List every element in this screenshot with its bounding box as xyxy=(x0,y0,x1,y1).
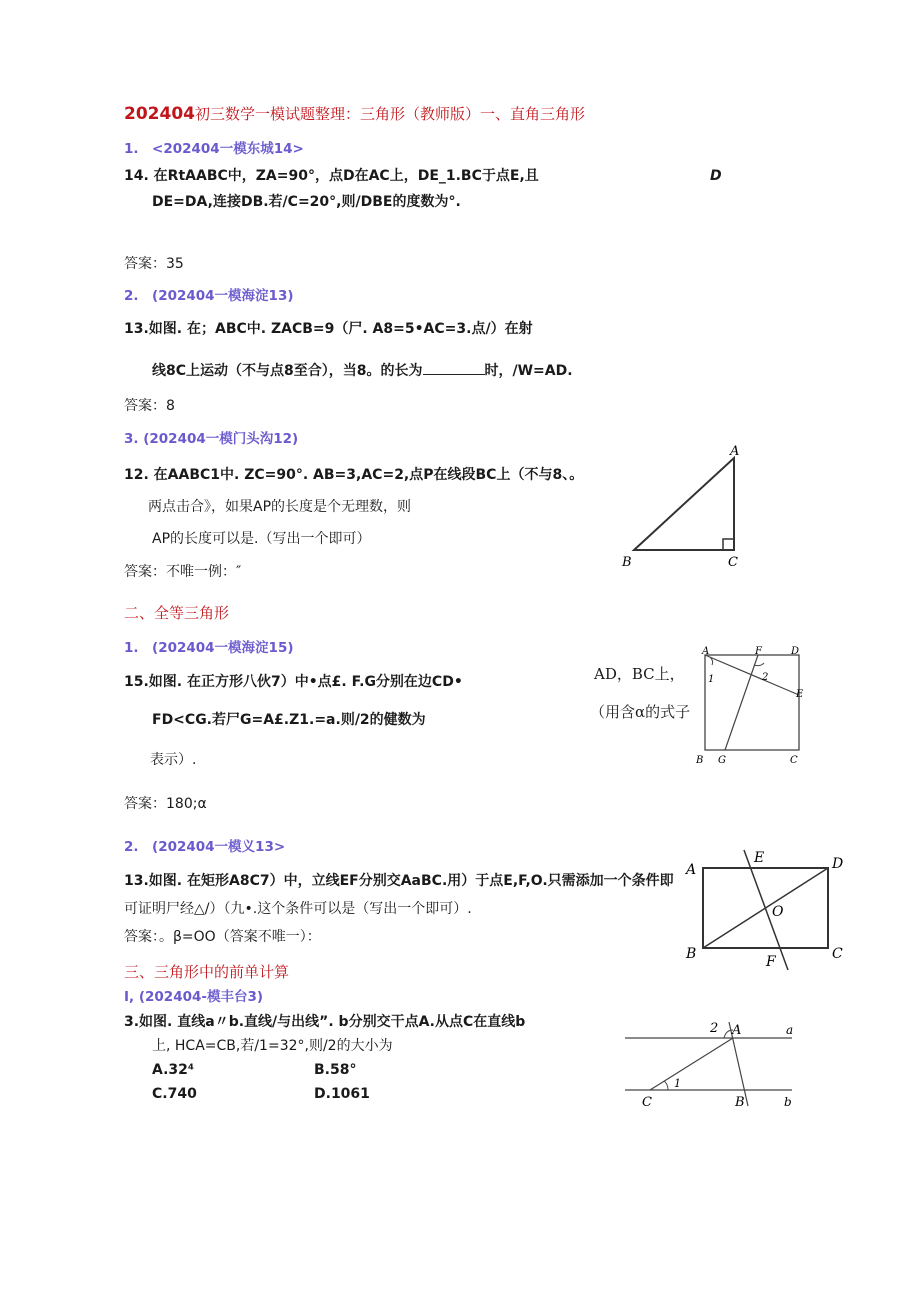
q1-line2: DE=DA,连接DB.若/C=20°,则/DBE的度数为°. xyxy=(152,194,461,210)
q1-line1: 14. 在RtAABC中，ZA=90°，点D在AC上，DE_1.BC于点E,且 xyxy=(124,168,539,184)
q5-line2: 可证明尸经△/）（九•.这个条件可以是（写出一个即可）. xyxy=(124,901,472,917)
right-angle-mark xyxy=(723,539,734,550)
q1-answer: 答案：35 xyxy=(124,256,184,272)
label-e: E xyxy=(796,689,804,700)
label-line-a: a xyxy=(786,1023,794,1037)
section-2-heading: 二、全等三角形 xyxy=(124,604,230,622)
q3-line1: 12. 在AABC1中. ZC=90°. AB=3,AC=2,点P在线段BC上（不与8、。 xyxy=(124,467,584,483)
label-2: 2 xyxy=(710,1021,719,1036)
q6-option-d: D.1061 xyxy=(314,1086,370,1102)
q6-figure-parallel-lines xyxy=(620,1012,805,1112)
q4-figure-square xyxy=(690,645,815,770)
q2-answer-blank xyxy=(423,362,485,375)
q2-line2-b: 时，/W=AD. xyxy=(484,363,573,379)
segment-fg xyxy=(725,655,758,750)
title-year: 202404 xyxy=(124,104,195,124)
q4-figure-text-1: AD，BC上， xyxy=(594,665,685,683)
q5-answer: 答案：。β=OO（答案不唯一）： xyxy=(124,929,321,945)
q3-line3: AP的长度可以是.（写出一个即可） xyxy=(152,531,371,547)
label-o: O xyxy=(772,904,784,920)
q6-option-a: A.32⁴ xyxy=(152,1062,195,1078)
label-c: C xyxy=(642,1095,652,1110)
segment-ae xyxy=(705,655,799,695)
label-f: F xyxy=(766,954,776,970)
q2-source: 2. (202404一模海淀13) xyxy=(124,288,294,304)
label-g: G xyxy=(718,755,726,766)
page-title xyxy=(124,105,585,123)
segment-ca xyxy=(650,1038,733,1090)
section-3-heading: 三、三角形中的前单计算 xyxy=(124,963,290,981)
q1-source: 1. <202404一模东城14> xyxy=(124,141,304,157)
label-a-point: A xyxy=(732,1023,742,1038)
label-line-b: b xyxy=(784,1095,792,1109)
q6-line1: 3.如图. 直线a〃b.直线/与出线”. b分别交干点A.从点C在直线b xyxy=(124,1014,526,1030)
q3-line2: 两点击合》，如果AP的长度是个无理数，则 xyxy=(148,499,412,515)
label-c: C xyxy=(832,946,843,962)
label-a: A xyxy=(702,646,710,657)
label-e: E xyxy=(754,850,765,866)
q5-source: 2. (202404一模义13> xyxy=(124,839,286,855)
q5-line1: 13.如图. 在矩形A8C7）中，立线EF分别交AaBC.用）于点E,F,O.只需添加一个条件即 xyxy=(124,873,674,889)
q4-line3: 表示）. xyxy=(150,752,197,768)
q5-figure-rectangle xyxy=(676,842,856,972)
label-b-point: B xyxy=(735,1095,745,1110)
q2-line2-a: 线8C上运动（不与点8至合），当8。的长为 xyxy=(152,363,423,379)
q6-option-b: B.58° xyxy=(314,1062,357,1078)
label-b: B xyxy=(686,946,697,962)
label-b: B xyxy=(622,555,632,570)
q2-answer: 答案：8 xyxy=(124,398,175,414)
q4-answer: 答案：180;α xyxy=(124,796,207,812)
label-c: C xyxy=(728,555,738,570)
q6-source: I, (202404-模丰台3) xyxy=(124,989,264,1005)
label-2: 2 xyxy=(762,672,769,683)
title-text: 初三数学一模试题整理：三角形（教师版）一、直角三角形 xyxy=(194,105,585,123)
label-c: C xyxy=(790,755,798,766)
q2-line1: 13.如图. 在；ABC中. ZACB=9（尸. A8=5•AC=3.点/）在射 xyxy=(124,321,533,337)
q3-answer: 答案：不唯一例：″ xyxy=(124,564,242,580)
label-d: D xyxy=(832,856,844,872)
q4-line2: FD<CG.若尸G=A£.Z1.=a.则/2的健数为 xyxy=(152,712,426,728)
q3-figure-right-triangle xyxy=(612,440,752,572)
label-a: A xyxy=(730,444,740,459)
q4-source: 1. (202404一模海淀15) xyxy=(124,640,294,656)
q6-line2: 上, HCA=CB,若/1=32°,则/2的大小为 xyxy=(152,1038,393,1054)
q2-line2 xyxy=(152,362,573,380)
square-abcd xyxy=(705,655,799,750)
label-b: B xyxy=(696,755,704,766)
label-1: 1 xyxy=(674,1077,681,1090)
angle-1-mark xyxy=(664,1081,668,1090)
label-f: F xyxy=(755,646,762,657)
q1-line1-right: D xyxy=(710,168,722,184)
q4-line1: 15.如图. 在正方形八伙7）中•点£. F.G分别在边CD• xyxy=(124,674,463,690)
q4-figure-text-2: （用含α的式子 xyxy=(590,703,691,721)
label-1: 1 xyxy=(708,674,715,685)
triangle-abc xyxy=(634,458,734,550)
q3-source: 3. (202404一模门头沟12) xyxy=(124,431,299,447)
label-a: A xyxy=(686,862,697,878)
q6-option-c: C.740 xyxy=(152,1086,197,1102)
label-d: D xyxy=(791,646,800,657)
